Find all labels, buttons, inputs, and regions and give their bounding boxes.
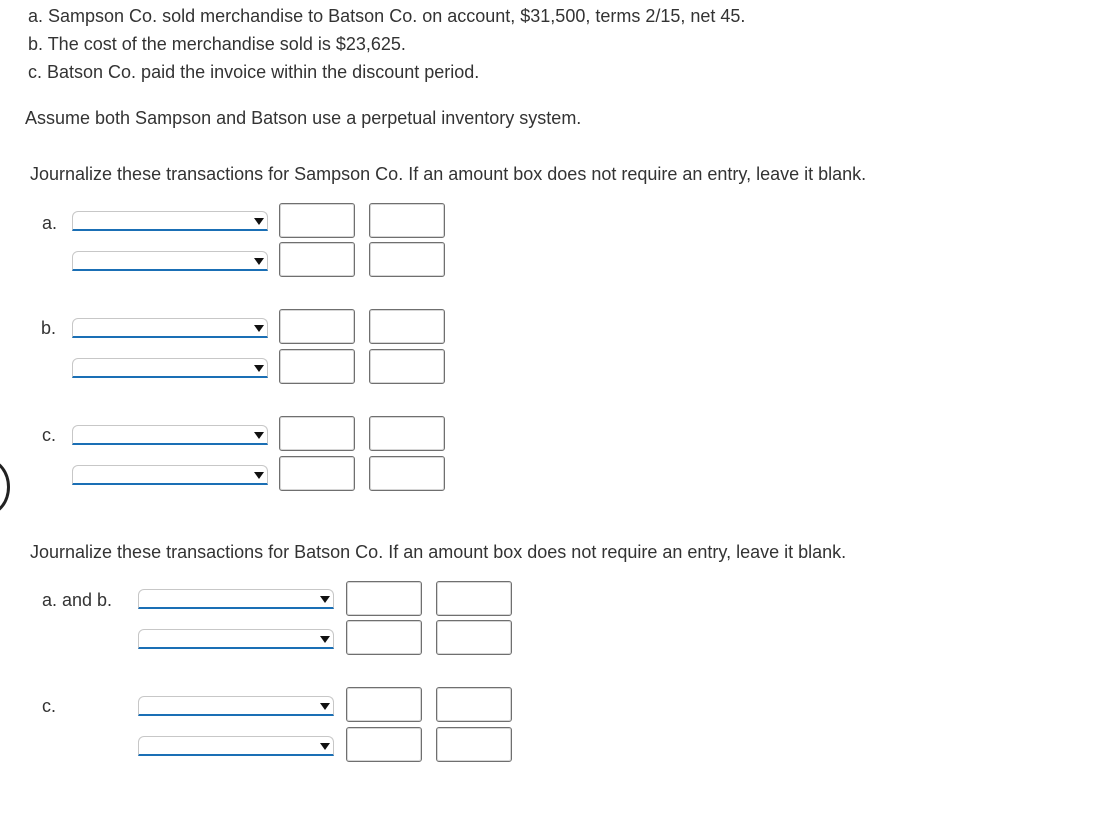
sampson-entry-b-label: b.	[41, 318, 57, 338]
batson-ab-credit-1-input[interactable]	[436, 581, 512, 616]
sampson-entry-a-label: a.	[42, 213, 58, 233]
batson-ab-account-1-select[interactable]	[138, 589, 334, 609]
chevron-down-icon	[254, 472, 264, 479]
batson-ab-account-2-select[interactable]	[138, 629, 334, 649]
batson-c-credit-2-input[interactable]	[436, 727, 512, 762]
sampson-a-account-1-select[interactable]	[72, 211, 268, 231]
sampson-b-credit-1-input[interactable]	[369, 309, 445, 344]
scroll-marker-circle	[0, 459, 10, 515]
batson-c-credit-1-input[interactable]	[436, 687, 512, 722]
assumption-text: Assume both Sampson and Batson use a perpetual inventory system.	[25, 108, 582, 128]
sampson-a-credit-1-input[interactable]	[369, 203, 445, 238]
chevron-down-icon	[320, 703, 330, 710]
sampson-entry-c-label: c.	[42, 425, 57, 445]
chevron-down-icon	[254, 258, 264, 265]
chevron-down-icon	[254, 365, 264, 372]
sampson-b-credit-2-input[interactable]	[369, 349, 445, 384]
batson-instruction: Journalize these transactions for Batson Co. If an amount box does not require an entry, leave it blank.	[30, 542, 847, 562]
chevron-down-icon	[254, 325, 264, 332]
problem-line-b: b. The cost of the merchandise sold is $23,625.	[28, 34, 406, 54]
batson-c-debit-1-input[interactable]	[346, 687, 422, 722]
chevron-down-icon	[254, 218, 264, 225]
batson-ab-credit-2-input[interactable]	[436, 620, 512, 655]
chevron-down-icon	[320, 596, 330, 603]
problem-line-c: c. Batson Co. paid the invoice within the discount period.	[28, 62, 480, 82]
sampson-b-account-2-select[interactable]	[72, 358, 268, 378]
chevron-down-icon	[254, 432, 264, 439]
sampson-c-credit-1-input[interactable]	[369, 416, 445, 451]
chevron-down-icon	[320, 743, 330, 750]
sampson-instruction: Journalize these transactions for Sampson Co. If an amount box does not require an entry, leave it blank.	[30, 164, 867, 184]
batson-entry-c-label: c.	[42, 696, 57, 716]
sampson-c-account-2-select[interactable]	[72, 465, 268, 485]
sampson-b-debit-2-input[interactable]	[279, 349, 355, 384]
batson-c-account-1-select[interactable]	[138, 696, 334, 716]
sampson-c-debit-2-input[interactable]	[279, 456, 355, 491]
sampson-a-credit-2-input[interactable]	[369, 242, 445, 277]
problem-line-a: a. Sampson Co. sold merchandise to Batson Co. on account, $31,500, terms 2/15, net 45.	[28, 6, 746, 26]
batson-entry-ab-label: a. and b.	[42, 590, 113, 610]
batson-ab-debit-2-input[interactable]	[346, 620, 422, 655]
sampson-a-debit-1-input[interactable]	[279, 203, 355, 238]
chevron-down-icon	[320, 636, 330, 643]
sampson-b-account-1-select[interactable]	[72, 318, 268, 338]
sampson-a-account-2-select[interactable]	[72, 251, 268, 271]
sampson-c-debit-1-input[interactable]	[279, 416, 355, 451]
sampson-c-account-1-select[interactable]	[72, 425, 268, 445]
sampson-c-credit-2-input[interactable]	[369, 456, 445, 491]
batson-c-debit-2-input[interactable]	[346, 727, 422, 762]
sampson-b-debit-1-input[interactable]	[279, 309, 355, 344]
batson-ab-debit-1-input[interactable]	[346, 581, 422, 616]
sampson-a-debit-2-input[interactable]	[279, 242, 355, 277]
batson-c-account-2-select[interactable]	[138, 736, 334, 756]
